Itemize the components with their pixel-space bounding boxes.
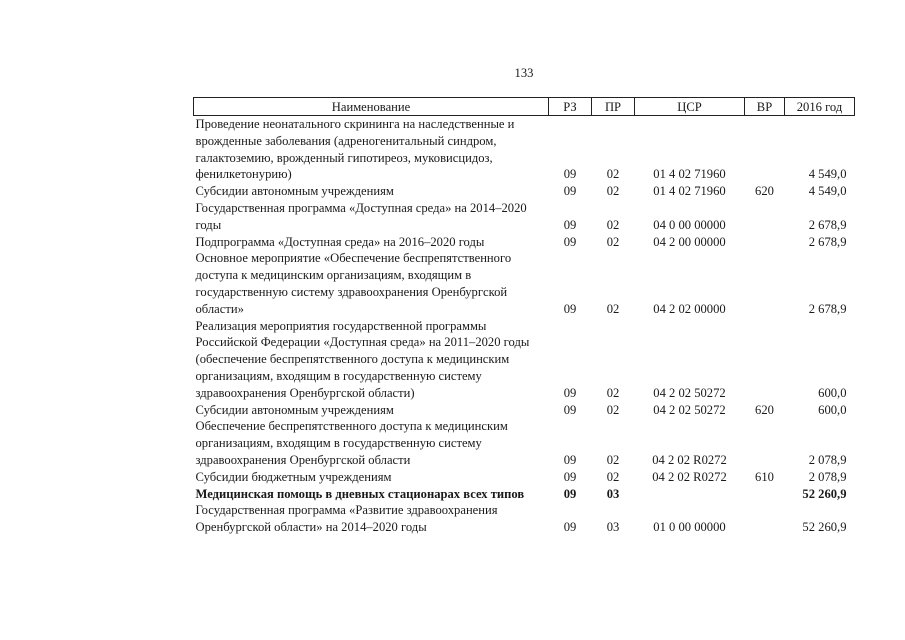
cell-rz: 09 xyxy=(563,402,577,417)
cell-sum: 52 260,9 xyxy=(802,520,847,535)
cell-csr: 01 4 02 71960 xyxy=(653,167,726,182)
cell-csr xyxy=(635,486,745,503)
cell-sum: 4 549,0 xyxy=(808,167,847,182)
cell-pr: 02 xyxy=(606,184,620,199)
cell-csr: 04 0 00 00000 xyxy=(653,217,726,232)
budget-table xyxy=(193,97,855,536)
cell-pr: 02 xyxy=(606,452,620,467)
cell-rz: 09 xyxy=(563,520,577,535)
cell-csr: 04 2 02 R0272 xyxy=(652,469,727,484)
table-row xyxy=(194,418,855,468)
cell-name: Обеспечение беспрепятственного доступа к медицинским организациям, входящим в государственную систему здравоохранения Оренбургской области xyxy=(195,419,508,467)
table-row xyxy=(194,469,855,486)
cell-sum: 600,0 xyxy=(818,402,847,417)
table-body xyxy=(194,116,855,536)
table-row xyxy=(194,318,855,402)
table-row xyxy=(194,200,855,234)
cell-csr: 01 0 00 00000 xyxy=(653,520,726,535)
header-row xyxy=(194,98,855,116)
cell-vr xyxy=(745,502,785,536)
cell-rz: 09 xyxy=(563,217,577,232)
cell-pr: 02 xyxy=(606,469,620,484)
cell-rz: 09 xyxy=(563,184,577,199)
header-pr: ПР xyxy=(592,98,635,116)
cell-sum: 2 078,9 xyxy=(808,469,847,484)
table-row xyxy=(194,250,855,317)
cell-vr xyxy=(745,418,785,468)
cell-sum: 4 549,0 xyxy=(808,184,847,199)
cell-sum: 2 078,9 xyxy=(808,452,847,467)
cell-pr: 02 xyxy=(606,217,620,232)
cell-pr: 03 xyxy=(606,486,620,501)
cell-pr: 02 xyxy=(606,385,620,400)
cell-csr: 04 2 02 50272 xyxy=(653,402,726,417)
cell-csr: 04 2 00 00000 xyxy=(653,234,726,249)
cell-name: Проведение неонатального скрининга на наследственные и врожденные заболевания (адреногенитальный синдром, галактоземию, врожденный гипотиреоз, муковисцидоз, фенилкетонурию) xyxy=(195,117,515,182)
cell-rz: 09 xyxy=(563,469,577,484)
header-rz: РЗ xyxy=(549,98,592,116)
cell-name: Государственная программа «Доступная среда» на 2014–2020 годы xyxy=(195,200,527,232)
cell-sum: 2 678,9 xyxy=(808,217,847,232)
cell-csr: 04 2 02 R0272 xyxy=(652,452,727,467)
cell-name: Медицинская помощь в дневных стационарах всех типов xyxy=(195,486,525,501)
header-vr: ВР xyxy=(745,98,785,116)
cell-vr xyxy=(745,234,785,251)
cell-rz: 09 xyxy=(563,486,577,501)
cell-vr xyxy=(745,318,785,402)
cell-rz: 09 xyxy=(563,452,577,467)
cell-name: Субсидии автономным учреждениям xyxy=(195,402,394,417)
cell-name: Субсидии автономным учреждениям xyxy=(195,184,394,199)
cell-pr: 02 xyxy=(606,234,620,249)
header-name: Наименование xyxy=(194,98,549,116)
cell-vr: 620 xyxy=(755,184,774,199)
cell-vr xyxy=(745,200,785,234)
cell-pr: 02 xyxy=(606,167,620,182)
table-header xyxy=(194,98,855,116)
cell-name: Субсидии бюджетным учреждениям xyxy=(195,469,392,484)
table-row xyxy=(194,116,855,184)
cell-name: Реализация мероприятия государственной программы Российской Федерации «Доступная среда» на 2011–2020 годы (обеспечение беспрепятственного доступа к медицинским организациям, входящим в государственную систему здравоохранения Оренбургской области) xyxy=(195,318,530,400)
cell-name: Основное мероприятие «Обеспечение беспрепятственного доступа к медицинским организациям, входящим в государственную систему здравоохранения Оренбургской области» xyxy=(195,251,512,316)
page-number: 133 xyxy=(514,66,534,80)
cell-sum: 2 678,9 xyxy=(808,234,847,249)
cell-rz: 09 xyxy=(563,234,577,249)
header-year: 2016 год xyxy=(785,98,855,116)
cell-vr xyxy=(745,486,785,503)
cell-sum: 52 260,9 xyxy=(802,486,847,501)
cell-csr: 04 2 02 50272 xyxy=(653,385,726,400)
table-row xyxy=(194,502,855,536)
cell-pr: 02 xyxy=(606,301,620,316)
cell-vr: 610 xyxy=(755,469,774,484)
cell-csr: 04 2 02 00000 xyxy=(653,301,726,316)
cell-vr: 620 xyxy=(755,402,774,417)
cell-rz: 09 xyxy=(563,167,577,182)
table-row xyxy=(194,402,855,419)
cell-vr xyxy=(745,250,785,317)
cell-rz: 09 xyxy=(563,385,577,400)
cell-rz: 09 xyxy=(563,301,577,316)
table-row xyxy=(194,234,855,251)
cell-sum: 600,0 xyxy=(818,385,847,400)
cell-pr: 02 xyxy=(606,402,620,417)
cell-name: Государственная программа «Развитие здравоохранения Оренбургской области» на 2014–2020 годы xyxy=(195,503,498,535)
table-row xyxy=(194,486,855,503)
cell-vr xyxy=(745,116,785,184)
cell-name: Подпрограмма «Доступная среда» на 2016–2020 годы xyxy=(195,234,485,249)
cell-csr: 01 4 02 71960 xyxy=(653,184,726,199)
table-row xyxy=(194,183,855,200)
cell-sum: 2 678,9 xyxy=(808,301,847,316)
header-csr: ЦСР xyxy=(635,98,745,116)
cell-pr: 03 xyxy=(606,520,620,535)
